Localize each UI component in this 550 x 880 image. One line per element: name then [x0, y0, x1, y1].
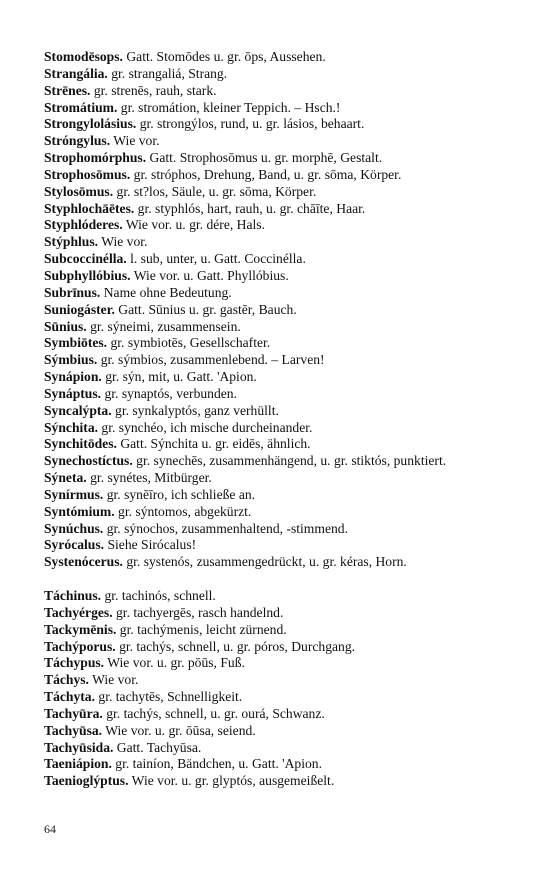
entry-definition: gr. systenós, zusammengedrückt, u. gr. kéras, Horn.	[126, 554, 407, 570]
dictionary-entry	[44, 268, 514, 285]
entry-term: Suniogáster.	[44, 301, 115, 317]
dictionary-entry	[44, 655, 514, 672]
entry-definition: gr. tachýs, schnell, u. gr. póros, Durchgang.	[119, 638, 356, 654]
entry-definition: gr. tainíon, Bändchen, u. Gatt. 'Apion.	[115, 756, 322, 772]
entry-term: Syntómium.	[44, 503, 115, 519]
entry-definition: gr. synchéo, ich mische durcheinander.	[101, 419, 313, 435]
entry-definition: gr. synkalyptós, ganz verhüllt.	[115, 402, 279, 418]
entry-term: Tachyūra.	[44, 705, 103, 721]
dictionary-entry	[44, 319, 514, 336]
entry-term: Systenócerus.	[44, 554, 123, 570]
entry-definition: gr. stróphos, Drehung, Band, u. gr. sōma, Körper.	[133, 166, 402, 182]
entry-term: Tachýporus.	[44, 638, 116, 654]
dictionary-entry	[44, 420, 514, 437]
entry-term: Synchitōdes.	[44, 436, 117, 452]
entry-definition: gr. tachýs, schnell, u. gr. ourá, Schwanz.	[106, 705, 325, 721]
dictionary-entry	[44, 622, 514, 639]
entry-definition: Wie vor. u. gr. ōūsa, seiend.	[105, 722, 256, 738]
entry-definition: gr. tachinós, schnell.	[104, 588, 216, 603]
entry-term: Tackymēnis.	[44, 621, 117, 637]
entry-definition: Name ohne Bedeutung.	[103, 284, 232, 300]
entry-term: Táchys.	[44, 672, 89, 688]
entry-definition: gr. symbiotēs, Gesellschafter.	[110, 335, 271, 351]
dictionary-entry	[44, 453, 514, 470]
entry-term: Strongylolásius.	[44, 116, 137, 132]
entry-definition: gr. sýnochos, zusammenhaltend, -stimmend.	[106, 520, 348, 536]
entry-definition: gr. synēīro, ich schließe an.	[106, 486, 256, 502]
dictionary-entry	[44, 234, 514, 251]
entry-list	[44, 49, 514, 790]
entry-definition: Wie vor.	[113, 133, 160, 149]
entry-term: Sýmbius.	[44, 352, 98, 368]
dictionary-entry	[44, 773, 514, 790]
entry-term: Tachyūsida.	[44, 739, 114, 755]
dictionary-entry	[44, 740, 514, 757]
entry-term: Styphlóderes.	[44, 217, 123, 233]
entry-term: Stróngylus.	[44, 133, 111, 149]
dictionary-entry	[44, 554, 514, 571]
entry-term: Stylosōmus.	[44, 183, 114, 199]
entry-term: Stýphlus.	[44, 234, 99, 250]
dictionary-entry	[44, 723, 514, 740]
entry-definition: gr. st?los, Säule, u. gr. sōma, Körper.	[116, 183, 317, 199]
dictionary-entry	[44, 335, 514, 352]
dictionary-entry	[44, 689, 514, 706]
entry-term: Styphlochāētes.	[44, 200, 135, 216]
entry-definition: Gatt. Sūnius u. gr. gastēr, Bauch.	[118, 301, 297, 317]
dictionary-entry	[44, 49, 514, 66]
dictionary-entry	[44, 639, 514, 656]
entry-definition: gr. tachytēs, Schnelligkeit.	[98, 689, 243, 705]
dictionary-entry	[44, 150, 514, 167]
entry-term: Sūnius.	[44, 318, 87, 334]
entry-term: Strophosōmus.	[44, 166, 131, 182]
entry-definition: Gatt. Tachyūsa.	[116, 739, 202, 755]
entry-term: Sýnchita.	[44, 419, 99, 435]
entry-definition: gr. synétes, Mitbürger.	[90, 470, 212, 486]
entry-term: Synáptus.	[44, 385, 102, 401]
entry-definition: gr. sýmbios, zusammenlebend. – Larven!	[100, 352, 325, 368]
dictionary-entry	[44, 83, 514, 100]
entry-definition: gr. strongýlos, rund, u. gr. lásios, behaart.	[139, 116, 365, 132]
entry-term: Syrócalus.	[44, 537, 105, 553]
entry-term: Syncalýpta.	[44, 402, 112, 418]
entry-definition: gr. strangaliá, Strang.	[111, 65, 228, 81]
dictionary-entry	[44, 605, 514, 622]
entry-term: Tachyūsa.	[44, 722, 103, 738]
dictionary-entry	[44, 369, 514, 386]
dictionary-entry	[44, 116, 514, 133]
entry-definition: Wie vor.	[92, 672, 139, 688]
entry-definition: gr. styphlós, hart, rauh, u. gr. chāīte, Haar.	[137, 200, 366, 216]
entry-definition: gr. synaptós, verbunden.	[104, 385, 237, 401]
entry-definition: gr. strenēs, rauh, stark.	[93, 82, 217, 98]
page-number: 64	[44, 822, 56, 836]
entry-term: Subphyllóbius.	[44, 267, 131, 283]
entry-definition: Wie vor. u. gr. glyptós, ausgemeißelt.	[131, 773, 335, 789]
dictionary-entry	[44, 217, 514, 234]
entry-term: Synírmus.	[44, 486, 104, 502]
entry-definition: gr. sýneimi, zusammensein.	[90, 318, 241, 334]
entry-term: Synúchus.	[44, 520, 104, 536]
entry-term: Stromátium.	[44, 99, 118, 115]
entry-term: Strēnes.	[44, 82, 91, 98]
entry-term: Subcoccinélla.	[44, 251, 127, 267]
entry-term: Taenioglýptus.	[44, 773, 129, 789]
entry-definition: Wie vor. u. gr. pōūs, Fuß.	[107, 655, 245, 671]
dictionary-entry	[44, 66, 514, 83]
dictionary-entry	[44, 100, 514, 117]
dictionary-entry	[44, 184, 514, 201]
entry-term: Synápion.	[44, 369, 102, 385]
entry-definition: Siehe Sirócalus!	[107, 537, 197, 553]
entry-definition: gr. sýn, mit, u. Gatt. 'Apion.	[105, 369, 257, 385]
dictionary-entry	[44, 672, 514, 689]
dictionary-entry	[44, 504, 514, 521]
dictionary-entry	[44, 756, 514, 773]
section-divider	[44, 571, 514, 588]
dictionary-entry	[44, 167, 514, 184]
entry-term: Sýneta.	[44, 470, 87, 486]
entry-term: Tachyérges.	[44, 604, 113, 620]
dictionary-entry	[44, 436, 514, 453]
dictionary-entry	[44, 706, 514, 723]
entry-term: Stomodēsops.	[44, 49, 123, 64]
dictionary-entry	[44, 251, 514, 268]
dictionary-entry	[44, 386, 514, 403]
dictionary-entry	[44, 521, 514, 538]
dictionary-entry	[44, 201, 514, 218]
dictionary-entry	[44, 285, 514, 302]
dictionary-entry	[44, 352, 514, 369]
dictionary-entry	[44, 133, 514, 150]
dictionary-entry	[44, 403, 514, 420]
entry-definition: gr. stromátion, kleiner Teppich. – Hsch.!	[120, 99, 341, 115]
entry-definition: gr. synechēs, zusammenhängend, u. gr. stiktós, punktiert.	[136, 453, 447, 469]
entry-term: Symbiōtes.	[44, 335, 108, 351]
dictionary-entry	[44, 470, 514, 487]
entry-definition: gr. tachyergēs, rasch handelnd.	[116, 604, 284, 620]
entry-definition: Gatt. Sýnchita u. gr. eidēs, ähnlich.	[120, 436, 311, 452]
entry-term: Strangália.	[44, 65, 108, 81]
entry-definition: gr. tachýmenis, leicht zürnend.	[119, 621, 287, 637]
dictionary-entry	[44, 487, 514, 504]
entry-term: Taeniápion.	[44, 756, 112, 772]
dictionary-entry	[44, 537, 514, 554]
entry-definition: gr. sýntomos, abgekürzt.	[118, 503, 252, 519]
entry-definition: Wie vor. u. Gatt. Phyllóbius.	[133, 267, 289, 283]
dictionary-entry	[44, 588, 514, 605]
dictionary-entry	[44, 302, 514, 319]
entry-definition: Gatt. Stomōdes u. gr. ōps, Aussehen.	[126, 49, 326, 64]
entry-definition: Wie vor. u. gr. dére, Hals.	[125, 217, 265, 233]
entry-term: Strophomórphus.	[44, 150, 147, 166]
entry-definition: Wie vor.	[101, 234, 148, 250]
entry-term: Synechostíctus.	[44, 453, 133, 469]
entry-term: Táchyta.	[44, 689, 95, 705]
entry-term: Táchypus.	[44, 655, 105, 671]
entry-definition: l. sub, unter, u. Gatt. Coccinélla.	[130, 251, 306, 267]
entry-term: Subrīnus.	[44, 284, 101, 300]
entry-definition: Gatt. Strophosōmus u. gr. morphē, Gestalt.	[149, 150, 383, 166]
entry-term: Táchinus.	[44, 588, 102, 603]
